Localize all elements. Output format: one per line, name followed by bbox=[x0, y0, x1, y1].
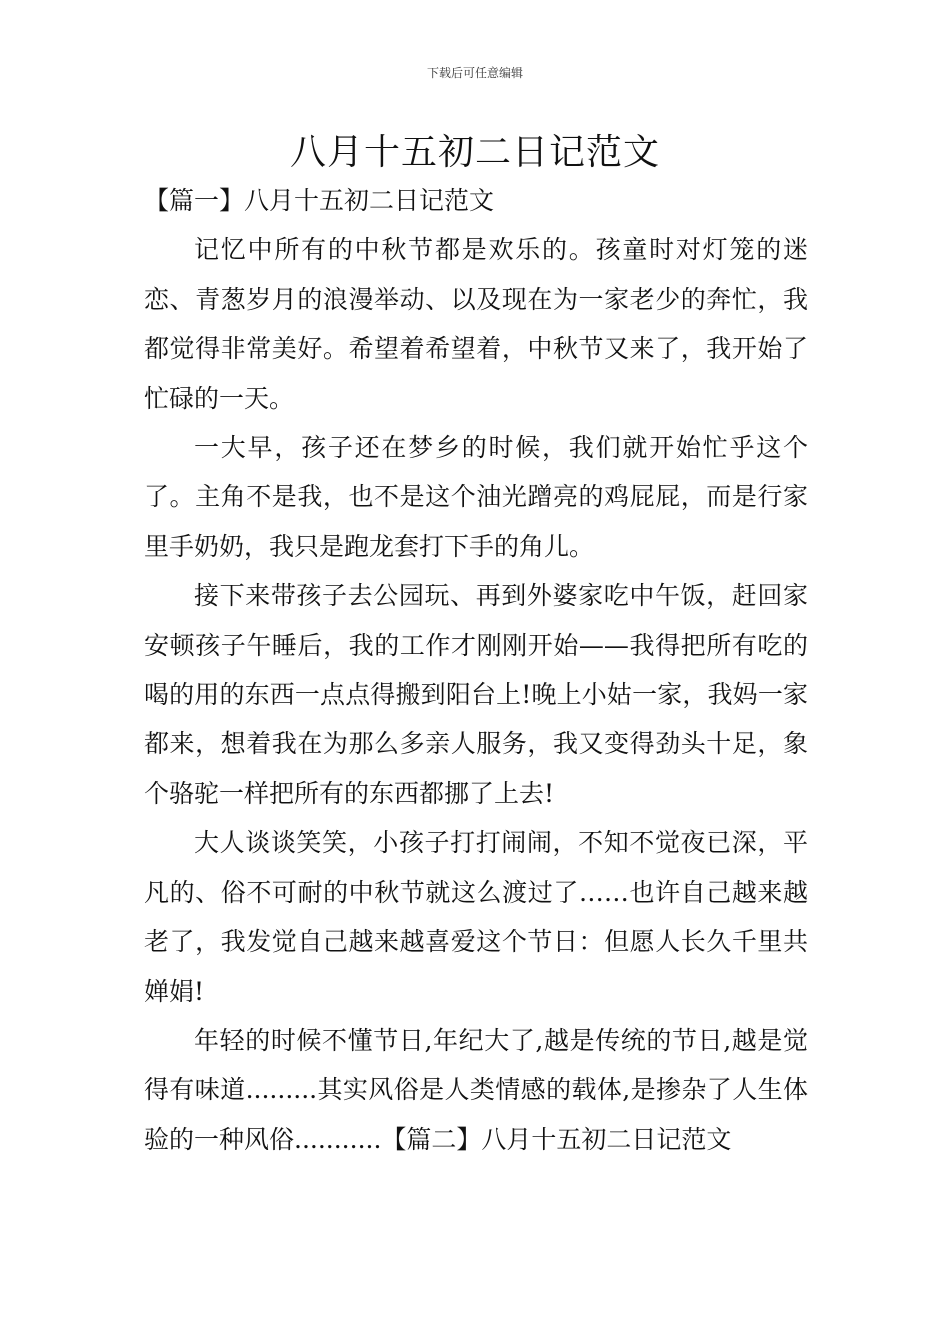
section-heading: 【篇一】八月十五初二日记范文 bbox=[144, 186, 495, 215]
paragraph-4: 大人谈谈笑笑，小孩子打打闹闹，不知不觉夜已深，平凡的、俗不可耐的中秋节就这么渡过了……也许自己越来越老了，我发觉自己越来越喜爱这个节日：但愿人长久千里共婵娟! bbox=[144, 828, 808, 1006]
header-note: 下载后可任意编辑 bbox=[426, 66, 523, 80]
paragraph-5: 年轻的时候不懂节日,年纪大了,越是传统的节日,越是觉得有味道.........其实风俗是人类情感的载体,是掺杂了人生体验的一种风俗...........【篇二】八月十五初二日记范文 bbox=[144, 1025, 808, 1154]
paragraph-2: 一大早，孩子还在梦乡的时候，我们就开始忙乎这个了。主角不是我，也不是这个油光蹭亮的鸡屁屁，而是行家里手奶奶，我只是跑龙套打下手的角儿。 bbox=[144, 433, 808, 561]
paragraph-1: 记忆中所有的中秋节都是欢乐的。孩童时对灯笼的迷恋、青葱岁月的浪漫举动、以及现在为一家老少的奔忙，我都觉得非常美好。希望着希望着，中秋节又来了，我开始了忙碌的一天。 bbox=[144, 235, 808, 413]
paragraph-3: 接下来带孩子去公园玩、再到外婆家吃中午饭，赶回家安顿孩子午睡后，我的工作才刚刚开始——我得把所有吃的喝的用的东西一点点得搬到阳台上!晚上小姑一家，我妈一家都来，想着我在为那么多亲人服务，我又变得劲头十足，象个骆驼一样把所有的东西都挪了上去! bbox=[144, 581, 808, 808]
document-title: 八月十五初二日记范文 bbox=[289, 132, 660, 173]
document-body bbox=[144, 176, 808, 1164]
